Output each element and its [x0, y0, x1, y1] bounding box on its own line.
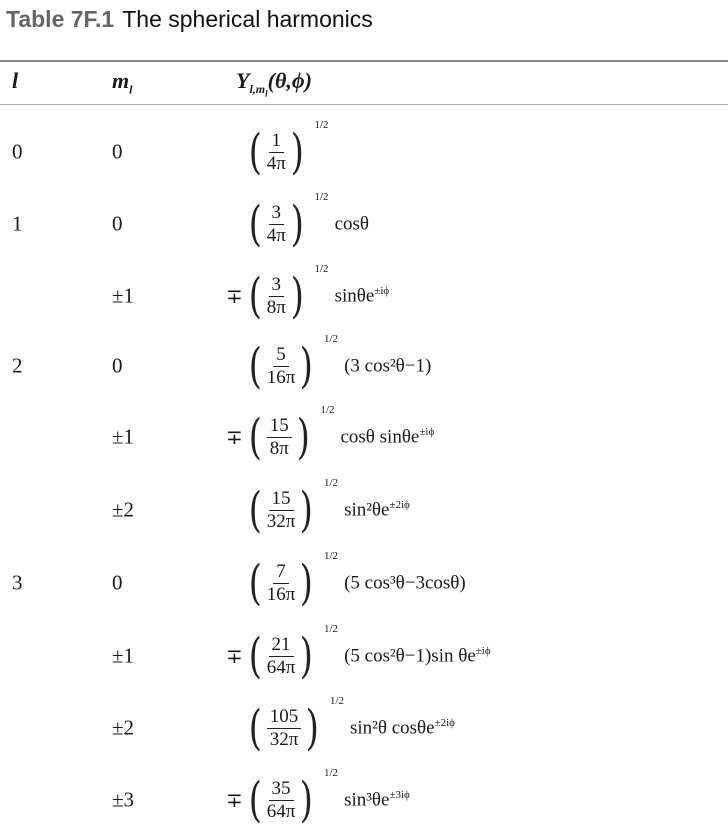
cell-l: 3	[12, 570, 23, 595]
fraction	[265, 345, 298, 388]
table-number: Table 7F.1	[6, 6, 115, 32]
angular-text: (3 cos²θ−1)	[344, 355, 432, 377]
angular-text: sin³θe	[344, 789, 390, 811]
table-caption	[6, 6, 373, 33]
denominator: 32π	[266, 510, 296, 532]
denominator: 4π	[266, 224, 286, 246]
header-l: l	[12, 68, 19, 93]
header-y-subsub: l	[265, 88, 268, 99]
right-paren: )	[306, 700, 320, 756]
numerator: 3	[269, 203, 285, 225]
exponent: 1/2	[324, 623, 339, 635]
cell-ml: ±3	[112, 787, 135, 812]
fraction	[265, 707, 304, 750]
right-paren: )	[300, 628, 314, 684]
denominator: 8π	[269, 437, 289, 459]
fraction	[265, 416, 294, 459]
exponent: 1/2	[324, 477, 339, 489]
angular-part	[344, 645, 491, 667]
left-paren: (	[248, 772, 262, 828]
angular-sup: ±iϕ	[419, 425, 435, 438]
cell-ml: 0	[112, 211, 123, 236]
harmonic-expression	[226, 695, 455, 756]
numerator: 21	[269, 635, 294, 657]
left-paren: (	[248, 700, 262, 756]
denominator: 64π	[266, 800, 296, 822]
denominator: 8π	[266, 296, 286, 318]
normalization-factor	[246, 404, 335, 465]
angular-part	[344, 499, 410, 521]
normalization-factor	[246, 623, 339, 684]
angular-sup: ±iϕ	[374, 284, 390, 297]
fraction	[265, 131, 288, 174]
angular-text: cosθ sinθe	[340, 426, 420, 448]
angular-part	[344, 355, 431, 377]
fraction	[265, 779, 298, 822]
exponent: 1/2	[320, 404, 335, 416]
exponent: 1/2	[314, 263, 329, 275]
denominator: 4π	[266, 152, 286, 174]
angular-text: (5 cos²θ−1)sin θe	[344, 645, 476, 667]
cell-l: 0	[12, 139, 23, 164]
exponent: 1/2	[324, 333, 339, 345]
cell-ml: 0	[112, 570, 123, 595]
exponent: 1/2	[324, 767, 339, 779]
left-paren: (	[248, 268, 262, 324]
numerator: 1	[269, 131, 285, 153]
angular-part	[350, 717, 455, 739]
angular-text: sin²θe	[344, 499, 390, 521]
angular-part	[344, 572, 466, 594]
normalization-factor	[246, 695, 344, 756]
right-paren: )	[300, 482, 314, 538]
header-ml-sub: l	[129, 82, 133, 97]
table-title: The spherical harmonics	[122, 6, 373, 32]
exponent: 1/2	[324, 550, 339, 562]
header-y-sub: l,m	[249, 82, 266, 97]
header-ml-base: m	[112, 68, 130, 93]
numerator: 7	[273, 562, 289, 584]
denominator: 16π	[266, 583, 296, 605]
numerator: 35	[269, 779, 294, 801]
exponent: 1/2	[314, 191, 329, 203]
angular-part	[344, 789, 410, 811]
angular-sup: ±iϕ	[475, 644, 491, 657]
angular-text: sin²θ cosθe	[349, 717, 435, 739]
left-paren: (	[248, 482, 262, 538]
header-rule	[0, 104, 728, 105]
cell-ml: ±1	[112, 424, 135, 449]
sign: ∓	[226, 645, 243, 668]
cell-ml: 0	[112, 139, 123, 164]
right-paren: )	[300, 338, 314, 394]
left-paren: (	[248, 196, 262, 252]
angular-text: cosθ	[334, 213, 369, 235]
left-paren: (	[248, 555, 262, 611]
numerator: 105	[267, 707, 302, 729]
harmonic-expression	[226, 263, 390, 324]
harmonic-expression	[226, 477, 410, 538]
right-paren: )	[296, 409, 310, 465]
fraction	[265, 562, 298, 605]
normalization-factor	[246, 477, 339, 538]
denominator: 16π	[266, 366, 296, 388]
left-paren: (	[248, 409, 262, 465]
sign: ∓	[226, 285, 243, 308]
angular-text: (5 cos³θ−3cosθ)	[344, 572, 466, 594]
cell-ml: 0	[112, 353, 123, 378]
numerator: 5	[273, 345, 289, 367]
normalization-factor	[246, 263, 329, 324]
fraction	[265, 275, 288, 318]
denominator: 64π	[266, 656, 296, 678]
header-ml	[112, 68, 132, 97]
harmonic-expression	[226, 333, 432, 394]
fraction	[265, 203, 288, 246]
harmonic-expression	[226, 767, 410, 828]
header-y	[236, 68, 312, 99]
top-rule	[0, 60, 728, 62]
normalization-factor	[246, 191, 329, 252]
left-paren: (	[248, 338, 262, 394]
angular-sup: ±3iϕ	[389, 788, 410, 801]
cell-l: 2	[12, 353, 23, 378]
right-paren: )	[290, 268, 304, 324]
normalization-factor	[246, 119, 329, 180]
fraction	[265, 489, 298, 532]
angular-part	[340, 426, 434, 448]
exponent: 1/2	[329, 695, 344, 707]
sign: ∓	[226, 426, 243, 449]
harmonic-expression	[226, 119, 335, 180]
angular-part	[335, 213, 369, 235]
left-paren: (	[248, 628, 262, 684]
right-paren: )	[300, 772, 314, 828]
normalization-factor	[246, 550, 339, 611]
cell-ml: ±1	[112, 283, 135, 308]
numerator: 3	[269, 275, 285, 297]
harmonic-expression	[226, 550, 466, 611]
header-y-args: (θ,ϕ)	[267, 68, 312, 93]
cell-l: 1	[12, 211, 23, 236]
normalization-factor	[246, 333, 339, 394]
angular-sup: ±2iϕ	[389, 498, 410, 511]
numerator: 15	[269, 489, 294, 511]
normalization-factor	[246, 767, 339, 828]
cell-ml: ±1	[112, 643, 135, 668]
header-y-base: Y	[236, 68, 250, 93]
exponent: 1/2	[314, 119, 329, 131]
cell-ml: ±2	[112, 715, 135, 740]
angular-part	[335, 285, 390, 307]
angular-text: sinθe	[334, 285, 375, 307]
angular-sup: ±2iϕ	[434, 716, 455, 729]
sign: ∓	[226, 789, 243, 812]
left-paren: (	[248, 124, 262, 180]
harmonic-expression	[226, 623, 491, 684]
harmonic-expression	[226, 191, 369, 252]
right-paren: )	[290, 124, 304, 180]
cell-ml: ±2	[112, 497, 135, 522]
denominator: 32π	[269, 728, 299, 750]
fraction	[265, 635, 298, 678]
numerator: 15	[267, 416, 292, 438]
right-paren: )	[300, 555, 314, 611]
right-paren: )	[290, 196, 304, 252]
harmonic-expression	[226, 404, 435, 465]
